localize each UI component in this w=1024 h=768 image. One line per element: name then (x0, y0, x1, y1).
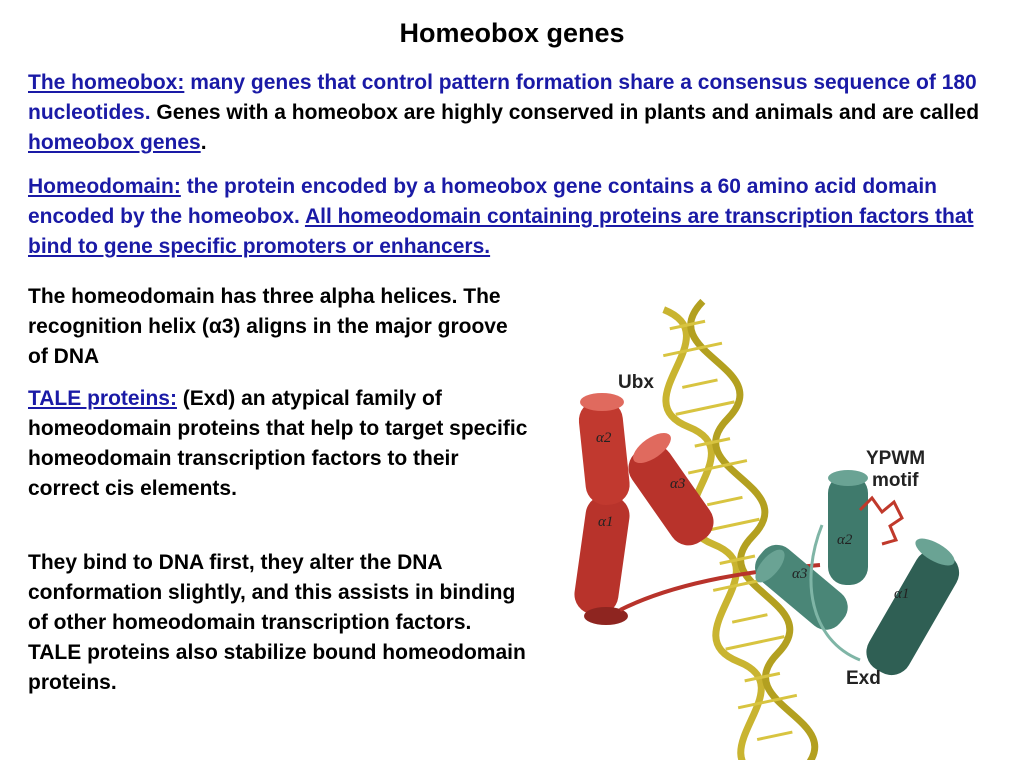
ubx-a1-label: α1 (598, 514, 614, 530)
ubx-label: Ubx (618, 372, 654, 393)
protein-dna-structure-illustration (560, 280, 1000, 760)
homeodomain-term: Homeodomain: (28, 175, 181, 198)
helices-paragraph: The homeodomain has three alpha helices. The recognition helix (α3) aligns in the major groove of DNA (28, 285, 508, 368)
binding-paragraph: They bind to DNA first, they alter the DNA conformation slightly, and this assists in binding of other homeodomain transcription factors. TALE proteins also stabilize bound homeodomain proteins. (28, 551, 526, 694)
ubx-alpha1-helix (572, 493, 632, 625)
ubx-alpha2-helix (577, 393, 632, 507)
homeodomain-paragraph (28, 172, 988, 262)
homeodomain-transcription-text: All homeodomain containing proteins are transcription factors that bind to gene specific promoters or enhancers. (28, 205, 974, 258)
exd-a1-label: α1 (894, 586, 910, 602)
page-title: Homeobox genes (399, 18, 625, 48)
tale-paragraph (28, 384, 528, 504)
ypwm-label-line1: YPWM (866, 448, 926, 469)
exd-alpha1-helix (859, 533, 966, 682)
homeodomain-dna-figure (560, 280, 1000, 760)
homeobox-paragraph (28, 68, 988, 158)
exd-alpha2-helix (828, 470, 868, 585)
ypwm-label-line2: motif (872, 470, 919, 491)
tale-term: TALE proteins: (28, 387, 177, 410)
exd-a2-label: α2 (837, 532, 853, 548)
homeobox-definition: many genes that control pattern formation share a consensus sequence of 180 nucleotides. (28, 71, 977, 124)
homeobox-genes-link[interactable]: homeobox genes (28, 131, 201, 154)
exd-a3-label: α3 (792, 566, 808, 582)
ubx-a3-label: α3 (670, 476, 686, 492)
homeodomain-definition: the protein encoded by a homeobox gene contains a 60 amino acid domain encoded by the homeobox. (28, 175, 937, 228)
homeobox-conservation-text: Genes with a homeobox are highly conserved in plants and animals and are called (156, 101, 980, 124)
homeobox-period: . (200, 131, 207, 154)
homeobox-term: The homeobox: (28, 71, 185, 94)
exd-label: Exd (846, 668, 881, 689)
tale-definition: (Exd) an atypical family of homeodomain proteins that help to target specific homeodomain transcription factors to their correct cis elements. (28, 387, 528, 500)
ubx-a2-label: α2 (596, 430, 612, 446)
